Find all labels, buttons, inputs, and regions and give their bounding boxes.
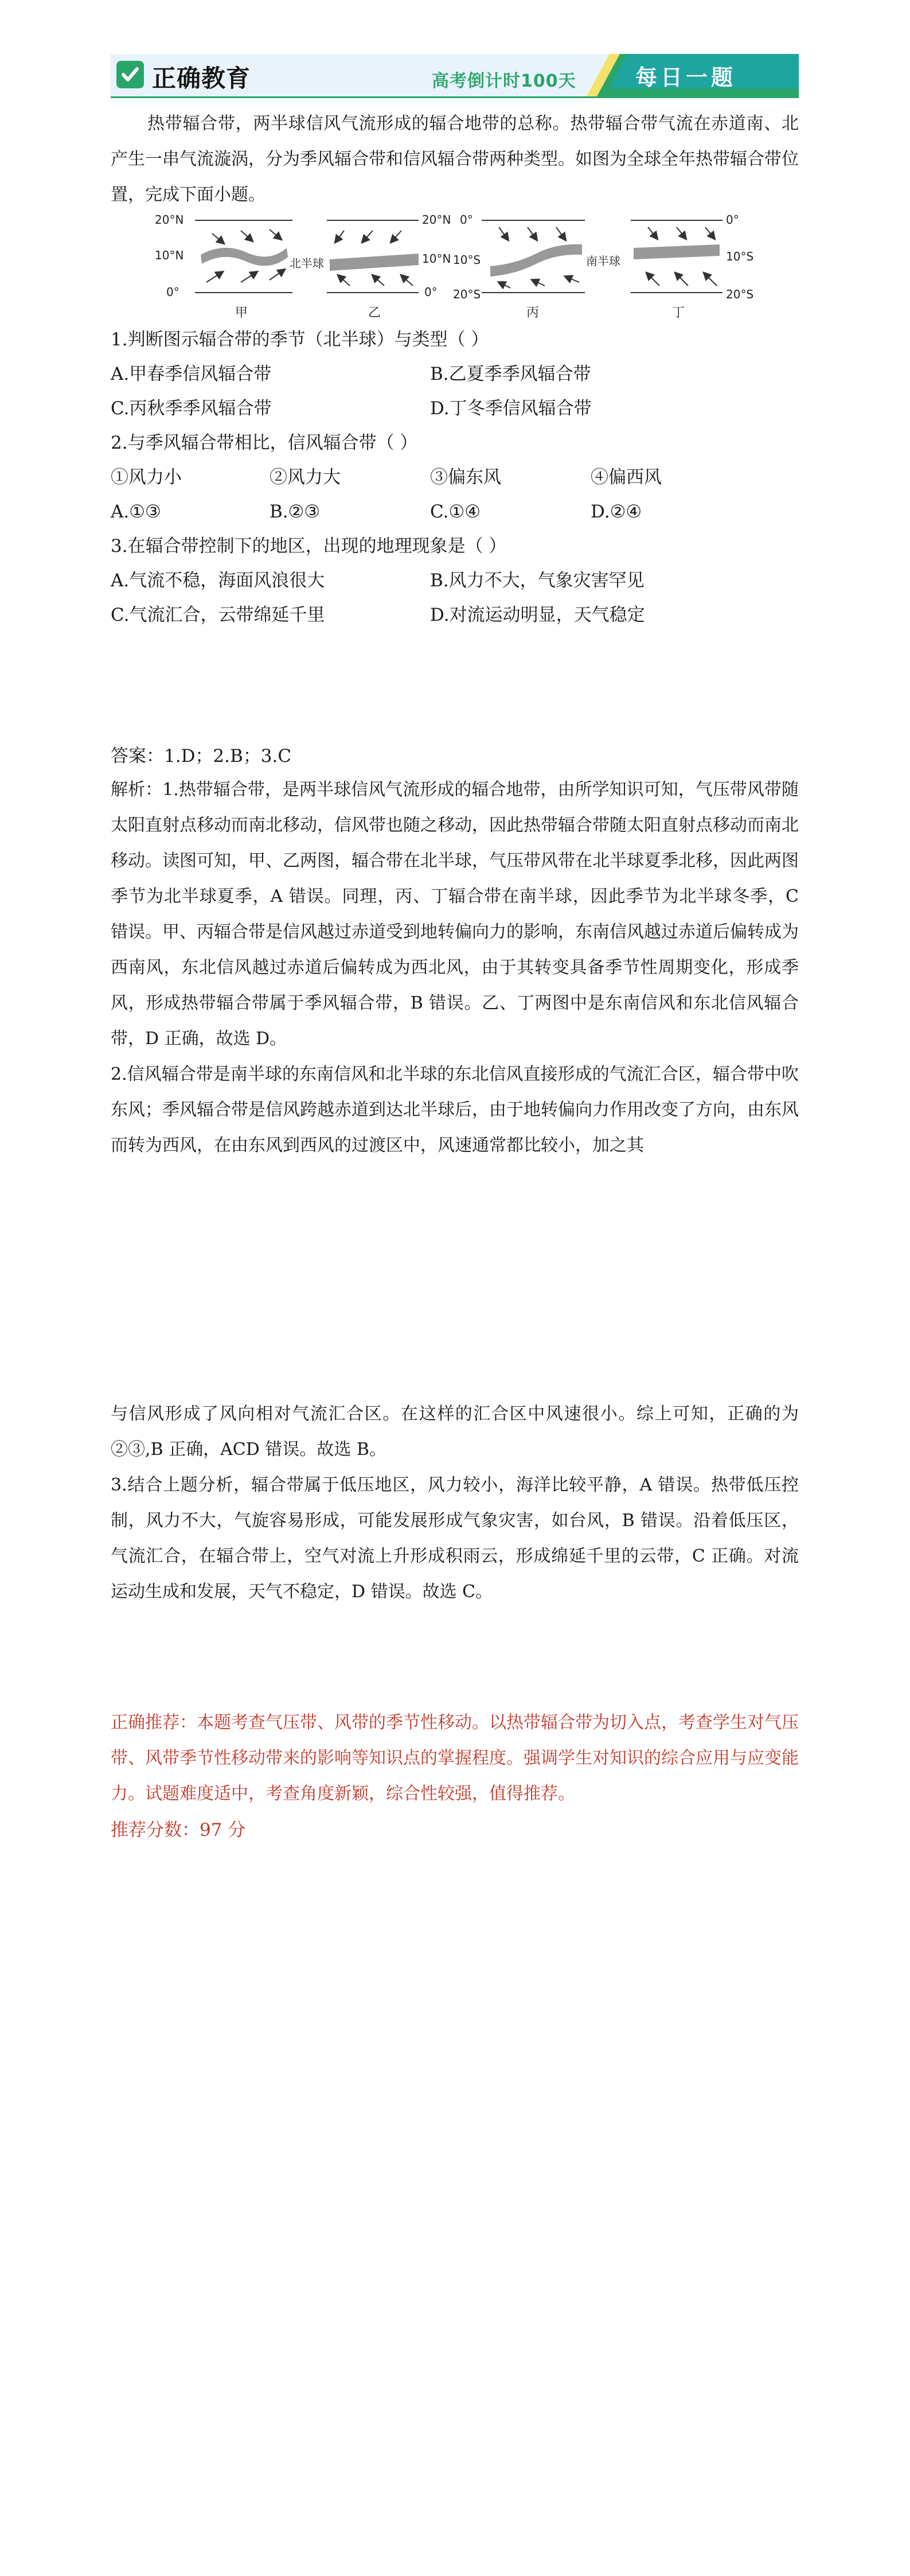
panel-yi <box>290 213 451 320</box>
question-2-option-b: B.②③ <box>270 501 321 522</box>
panel-jia <box>155 213 292 320</box>
svg-text:0°: 0° <box>460 213 473 227</box>
question-1-option-c: C.丙秋季季风辐合带 <box>111 398 272 419</box>
question-1-option-d: D.丁冬季信风辐合带 <box>430 398 592 419</box>
question-3-option-a: A.气流不稳，海面风浪很大 <box>111 570 325 591</box>
svg-text:丙: 丙 <box>526 306 540 320</box>
recommendation-score: 推荐分数：97 分 <box>111 1820 246 1840</box>
svg-text:20°N: 20°N <box>155 213 184 227</box>
analysis-2-part-1: 2.信风辐合带是南半球的东南信风和北半球的东北信风直接形成的气流汇合区，辐合带中吹东风；季风辐合带是信风跨越赤道到达北半球后，由于地转偏向力作用改变了方向，由东风而转为西风，在由东风到西风的过渡区中，风速通常都比较小，加之其 <box>111 1064 799 1155</box>
panel-ding <box>631 213 753 320</box>
svg-text:甲: 甲 <box>235 306 248 320</box>
svg-text:20°S: 20°S <box>453 287 481 301</box>
svg-text:丁: 丁 <box>672 306 685 320</box>
header-banner <box>111 54 799 96</box>
svg-text:20°S: 20°S <box>726 287 754 301</box>
svg-text:乙: 乙 <box>368 306 381 320</box>
question-2-item-2: ②风力大 <box>270 467 341 488</box>
checkmark-icon <box>116 61 144 88</box>
analysis-3: 3.结合上题分析，辐合带属于低压地区，风力较小，海洋比较平静，A 错误。热带低压控制，风力不大，气旋容易形成，可能发展形成气象灾害，如台风，B 错误。沿着低压区，气流汇合，在辐合带上，空气对流上升形成积雨云，形成绵延千里的云带，C 正确。对流运动生成和发展，天气不稳定，D 错误。故选 C。 <box>111 1475 799 1602</box>
recommendation-text: 正确推荐：本题考查气压带、风带的季节性移动。以热带辐合带为切入点，考查学生对气压带、风带季节性移动带来的影响等知识点的掌握程度。强调学生对知识的综合应用与应变能力。试题难度适中，考查角度新颖，综合性较强，值得推荐。 <box>111 1713 799 1804</box>
question-1-stem: 1.判断图示辐合带的季节（北半球）与类型（ ） <box>111 329 489 350</box>
question-1-option-a: A.甲春季信风辐合带 <box>111 364 272 384</box>
svg-text:10°N: 10°N <box>155 248 184 262</box>
question-2-item-4: ④偏西风 <box>591 467 662 488</box>
question-2-option-d: D.②④ <box>591 501 642 522</box>
question-2-option-a: A.①③ <box>111 501 161 522</box>
question-3-option-b: B.风力不大，气象灾害罕见 <box>430 570 645 591</box>
countdown-text: 高考倒计时100天 <box>432 71 576 91</box>
question-3-option-c: C.气流汇合，云带绵延千里 <box>111 605 325 625</box>
panel-bing <box>453 213 620 320</box>
svg-text:10°S: 10°S <box>453 253 481 267</box>
svg-text:0°: 0° <box>726 213 739 227</box>
question-2-item-3: ③偏东风 <box>430 467 501 488</box>
analysis-1: 解析：1.热带辐合带，是两半球信风气流形成的辐合地带，由所学知识可知，气压带风带随太阳直射点移动而南北移动，信风带也随之移动，因此热带辐合带随太阳直射点移动而南北移动。读图可知，甲、乙两图，辐合带在北半球，气压带风带在北半球夏季北移，因此两图季节为北半球夏季，A 错误。同理，丙、丁辐合带在南半球，因此季节为北半球冬季，C 错误。甲、丙辐合带是信风越过赤道受到地转偏向力的影响，东南信风越过赤道后偏转成为西南风，东北信风越过赤道后偏转成为西北风，由于其转变具备季节性周期变化，形成季风，形成热带辐合带属于季风辐合带，B 错误。乙、丁两图中是东南信风和东北信风辐合带，D 正确，故选 D。 <box>111 780 799 1049</box>
answer-line: 答案：1.D；2.B；3.C <box>111 746 292 766</box>
question-2-option-c: C.①④ <box>430 501 481 522</box>
svg-text:北半球: 北半球 <box>290 256 324 270</box>
question-2-stem: 2.与季风辐合带相比，信风辐合带（ ） <box>111 433 418 453</box>
header-divider <box>111 96 799 98</box>
daily-question-label: 每日一题 <box>635 65 737 90</box>
svg-text:10°S: 10°S <box>726 250 754 263</box>
svg-text:南半球: 南半球 <box>586 254 620 268</box>
analysis-2-part-2: 与信风形成了风向相对气流汇合区。在这样的汇合区中风速很小。综上可知，正确的为②③,B 正确，ACD 错误。故选 B。 <box>111 1404 799 1460</box>
question-3-option-d: D.对流运动明显，天气稳定 <box>430 605 645 625</box>
brand-name: 正确教育 <box>152 64 251 92</box>
svg-text:20°N: 20°N <box>422 213 451 227</box>
question-2-item-1: ①风力小 <box>111 467 182 488</box>
intro-paragraph: 热带辐合带，两半球信风气流形成的辐合地带的总称。热带辐合带气流在赤道南、北产生一串气流漩涡，分为季风辐合带和信风辐合带两种类型。如图为全球全年热带辐合带位置，完成下面小题。 <box>111 114 799 205</box>
question-1-option-b: B.乙夏季季风辐合带 <box>430 364 591 384</box>
svg-text:0°: 0° <box>166 285 179 299</box>
svg-text:10°N: 10°N <box>422 252 451 266</box>
itcz-diagram <box>155 208 757 322</box>
question-3-stem: 3.在辐合带控制下的地区，出现的地理现象是（ ） <box>111 536 507 557</box>
svg-text:0°: 0° <box>424 285 438 299</box>
